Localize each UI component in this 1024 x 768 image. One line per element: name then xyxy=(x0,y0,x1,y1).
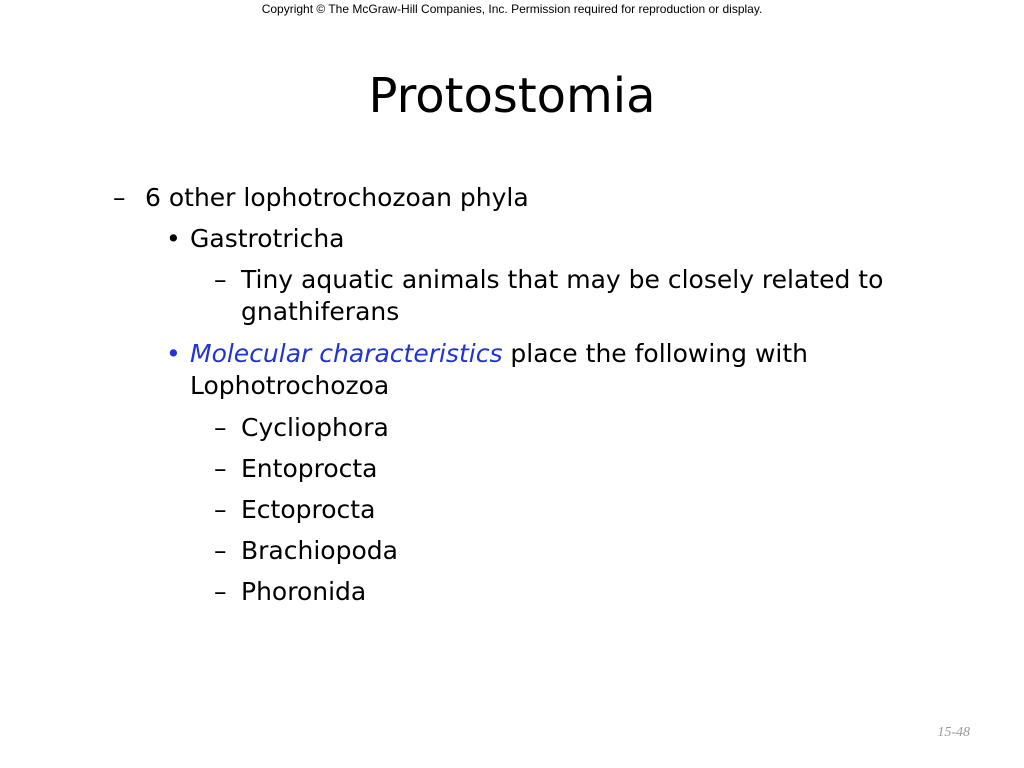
dash-marker: – xyxy=(214,265,227,294)
bullet-text-line1 xyxy=(190,338,808,370)
dash-marker: – xyxy=(214,495,227,524)
copyright-notice: Copyright © The McGraw-Hill Companies, Inc. Permission required for reproduction or display. xyxy=(261,2,763,16)
bullet-rest-text: place the following with xyxy=(502,339,808,368)
dash-marker: – xyxy=(214,413,227,442)
phylum-name: Cycliophora xyxy=(241,413,389,442)
bullet-dot-marker: • xyxy=(166,224,181,253)
phylum-name: Entoprocta xyxy=(241,454,378,483)
bullet-text-line2: gnathiferans xyxy=(241,297,400,326)
bullet-text-line2: Lophotrochozoa xyxy=(190,371,390,400)
phylum-name: Brachiopoda xyxy=(241,536,398,565)
bullet-text: 6 other lophotrochozoan phyla xyxy=(145,183,529,212)
dash-marker: – xyxy=(214,577,227,606)
emphasis-text: Molecular characteristics xyxy=(190,339,503,368)
slide-title: Protostomia xyxy=(368,68,656,124)
dash-marker: – xyxy=(113,183,126,212)
phylum-name: Ectoprocta xyxy=(241,495,376,524)
page-number: 15-48 xyxy=(937,725,970,740)
bullet-text-line1: Tiny aquatic animals that may be closely related to xyxy=(241,265,884,294)
bullet-text: Gastrotricha xyxy=(190,224,345,253)
dash-marker: – xyxy=(214,454,227,483)
phylum-name: Phoronida xyxy=(241,577,367,606)
bullet-dot-marker: • xyxy=(166,339,181,368)
dash-marker: – xyxy=(214,536,227,565)
